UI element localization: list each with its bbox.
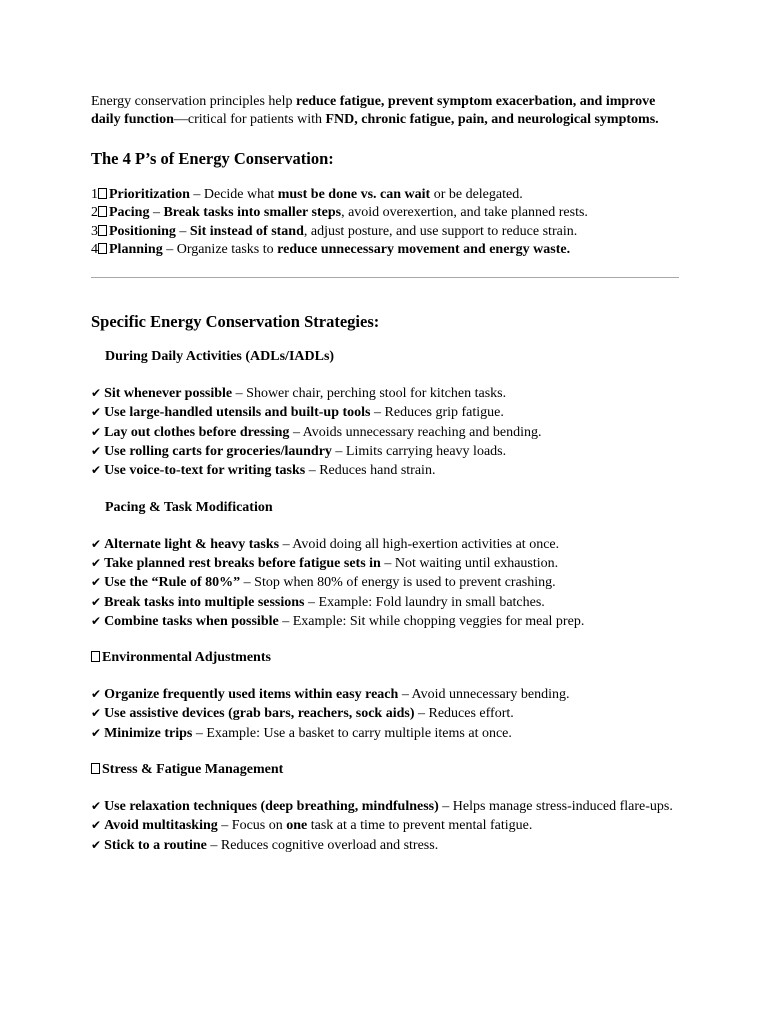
checkmark-icon: ✔ <box>91 405 102 420</box>
intro-text: Energy conservation principles help <box>91 94 297 109</box>
item-bold: Use large-handled utensils and built-up tools <box>104 405 371 421</box>
item-text: – Limits carrying heavy loads. <box>331 444 507 460</box>
item-term: Planning <box>109 241 163 257</box>
checkmark-icon: ✔ <box>91 687 102 702</box>
item-text: – Reduces hand strain. <box>305 463 436 479</box>
list-item <box>91 704 681 723</box>
item-text: – Helps manage stress-induced flare-ups. <box>438 799 673 815</box>
item-bold: Avoid multitasking <box>104 818 218 834</box>
item-bold: Sit instead of stand <box>189 223 304 239</box>
checkmark-icon: ✔ <box>91 575 102 590</box>
strategy-list <box>91 797 681 855</box>
item-bold: Sit whenever possible <box>104 386 233 402</box>
emoji-placeholder-icon <box>91 651 100 662</box>
item-text: – Reduces cognitive overload and stress. <box>206 837 439 853</box>
item-bold: Stick to a routine <box>104 837 207 853</box>
item-text: – Avoid doing all high-exertion activities at once. <box>279 536 560 552</box>
four-ps-item <box>91 204 681 222</box>
list-item <box>91 461 681 480</box>
item-bold: Use assistive devices (grab bars, reachers, sock aids) <box>104 706 415 722</box>
checkmark-icon: ✔ <box>91 594 102 609</box>
list-item <box>91 442 681 461</box>
item-bold: must be done vs. can wait <box>277 187 431 202</box>
item-bold: Take planned rest breaks before fatigue sets in <box>104 555 381 571</box>
list-item <box>91 593 681 612</box>
emoji-placeholder-icon <box>91 763 100 774</box>
item-text: – Reduces effort. <box>414 706 514 722</box>
list-item <box>91 403 681 422</box>
keycap-icon <box>98 225 107 236</box>
strategy-list <box>91 384 681 480</box>
item-text: – Not waiting until exhaustion. <box>380 555 559 571</box>
list-item <box>91 612 681 631</box>
document-page <box>91 93 681 855</box>
item-number: 2 <box>91 205 98 221</box>
item-number: 1 <box>91 187 98 202</box>
list-item <box>91 423 681 442</box>
item-bold: Use the “Rule of 80%” <box>104 575 241 591</box>
list-item <box>91 836 681 855</box>
item-bold: one <box>286 818 308 834</box>
item-text: – Organize tasks to <box>162 241 278 257</box>
item-term: Positioning <box>109 223 176 239</box>
item-text: – <box>149 205 164 221</box>
strategies-heading: Specific Energy Conservation Strategies: <box>91 312 380 332</box>
four-ps-list <box>91 186 681 259</box>
intro-bold: FND, chronic fatigue, pain, and neurological symptoms. <box>325 112 659 127</box>
item-number: 3 <box>91 223 98 239</box>
item-bold: Use rolling carts for groceries/laundry <box>104 444 332 460</box>
strategy-list <box>91 535 681 631</box>
item-text: – <box>175 223 190 239</box>
list-item <box>91 384 681 403</box>
section-title <box>91 649 681 667</box>
section-title-text: Stress & Fatigue Management <box>102 762 284 778</box>
four-ps-heading: The 4 P’s of Energy Conservation: <box>91 149 334 168</box>
section-title-text: Environmental Adjustments <box>102 650 271 666</box>
item-text: – Shower chair, perching stool for kitchen tasks. <box>232 386 507 402</box>
list-item <box>91 554 681 573</box>
checkmark-icon: ✔ <box>91 706 102 721</box>
item-bold: Use voice-to-text for writing tasks <box>104 463 306 479</box>
checkmark-icon: ✔ <box>91 613 102 628</box>
checkmark-icon: ✔ <box>91 424 102 439</box>
checkmark-icon: ✔ <box>91 725 102 740</box>
item-text: – Avoid unnecessary bending. <box>398 687 570 703</box>
list-item <box>91 685 681 704</box>
item-bold: Use relaxation techniques (deep breathing, mindfulness) <box>104 799 439 815</box>
checkmark-icon: ✔ <box>91 799 102 814</box>
item-bold: Break tasks into smaller steps <box>163 205 342 221</box>
item-bold: Lay out clothes before dressing <box>104 424 290 440</box>
keycap-icon <box>98 188 107 199</box>
section-title: During Daily Activities (ADLs/IADLs) <box>105 349 335 365</box>
item-text: – Avoids unnecessary reaching and bending. <box>289 424 542 440</box>
item-bold: Minimize trips <box>104 725 193 741</box>
section-title <box>91 761 681 779</box>
section-title: Pacing & Task Modification <box>105 499 273 515</box>
item-text: , adjust posture, and use support to reduce strain. <box>303 223 578 239</box>
keycap-icon <box>98 243 107 254</box>
intro-paragraph <box>91 93 681 129</box>
item-term: Pacing <box>109 205 150 221</box>
checkmark-icon: ✔ <box>91 536 102 551</box>
list-item <box>91 797 681 816</box>
item-text: , avoid overexertion, and take planned rests. <box>341 205 588 221</box>
item-text: – Example: Fold laundry in small batches. <box>304 594 545 610</box>
list-item <box>91 816 681 835</box>
list-item <box>91 535 681 554</box>
list-item <box>91 573 681 592</box>
item-text: – Example: Sit while chopping veggies for meal prep. <box>278 613 585 629</box>
intro-text: —critical for patients with <box>173 112 326 127</box>
item-term: Prioritization <box>109 187 190 202</box>
list-item <box>91 724 681 743</box>
item-bold: Combine tasks when possible <box>104 613 279 629</box>
item-text: or be delegated. <box>430 187 523 202</box>
keycap-icon <box>98 206 107 217</box>
checkmark-icon: ✔ <box>91 818 102 833</box>
four-ps-item <box>91 241 681 259</box>
item-text: – Decide what <box>189 187 278 202</box>
item-text: task at a time to prevent mental fatigue. <box>307 818 533 834</box>
item-bold: reduce unnecessary movement and energy waste. <box>277 241 571 257</box>
item-bold: Break tasks into multiple sessions <box>104 594 305 610</box>
item-bold: Organize frequently used items within easy reach <box>104 687 399 703</box>
four-ps-item <box>91 186 681 204</box>
checkmark-icon: ✔ <box>91 837 102 852</box>
checkmark-icon: ✔ <box>91 463 102 478</box>
checkmark-icon: ✔ <box>91 444 102 459</box>
intro-bold: reduce fatigue, prevent symptom exacerbation, and improve daily function <box>91 94 656 127</box>
item-text: – Focus on <box>217 818 287 834</box>
checkmark-icon: ✔ <box>91 386 102 401</box>
item-text: – Reduces grip fatigue. <box>370 405 504 421</box>
item-text: – Example: Use a basket to carry multiple items at once. <box>192 725 512 741</box>
item-text: – Stop when 80% of energy is used to prevent crashing. <box>240 575 556 591</box>
four-ps-item <box>91 223 681 241</box>
item-number: 4 <box>91 241 98 257</box>
item-bold: Alternate light & heavy tasks <box>104 536 280 552</box>
strategy-list <box>91 685 681 743</box>
checkmark-icon: ✔ <box>91 555 102 570</box>
